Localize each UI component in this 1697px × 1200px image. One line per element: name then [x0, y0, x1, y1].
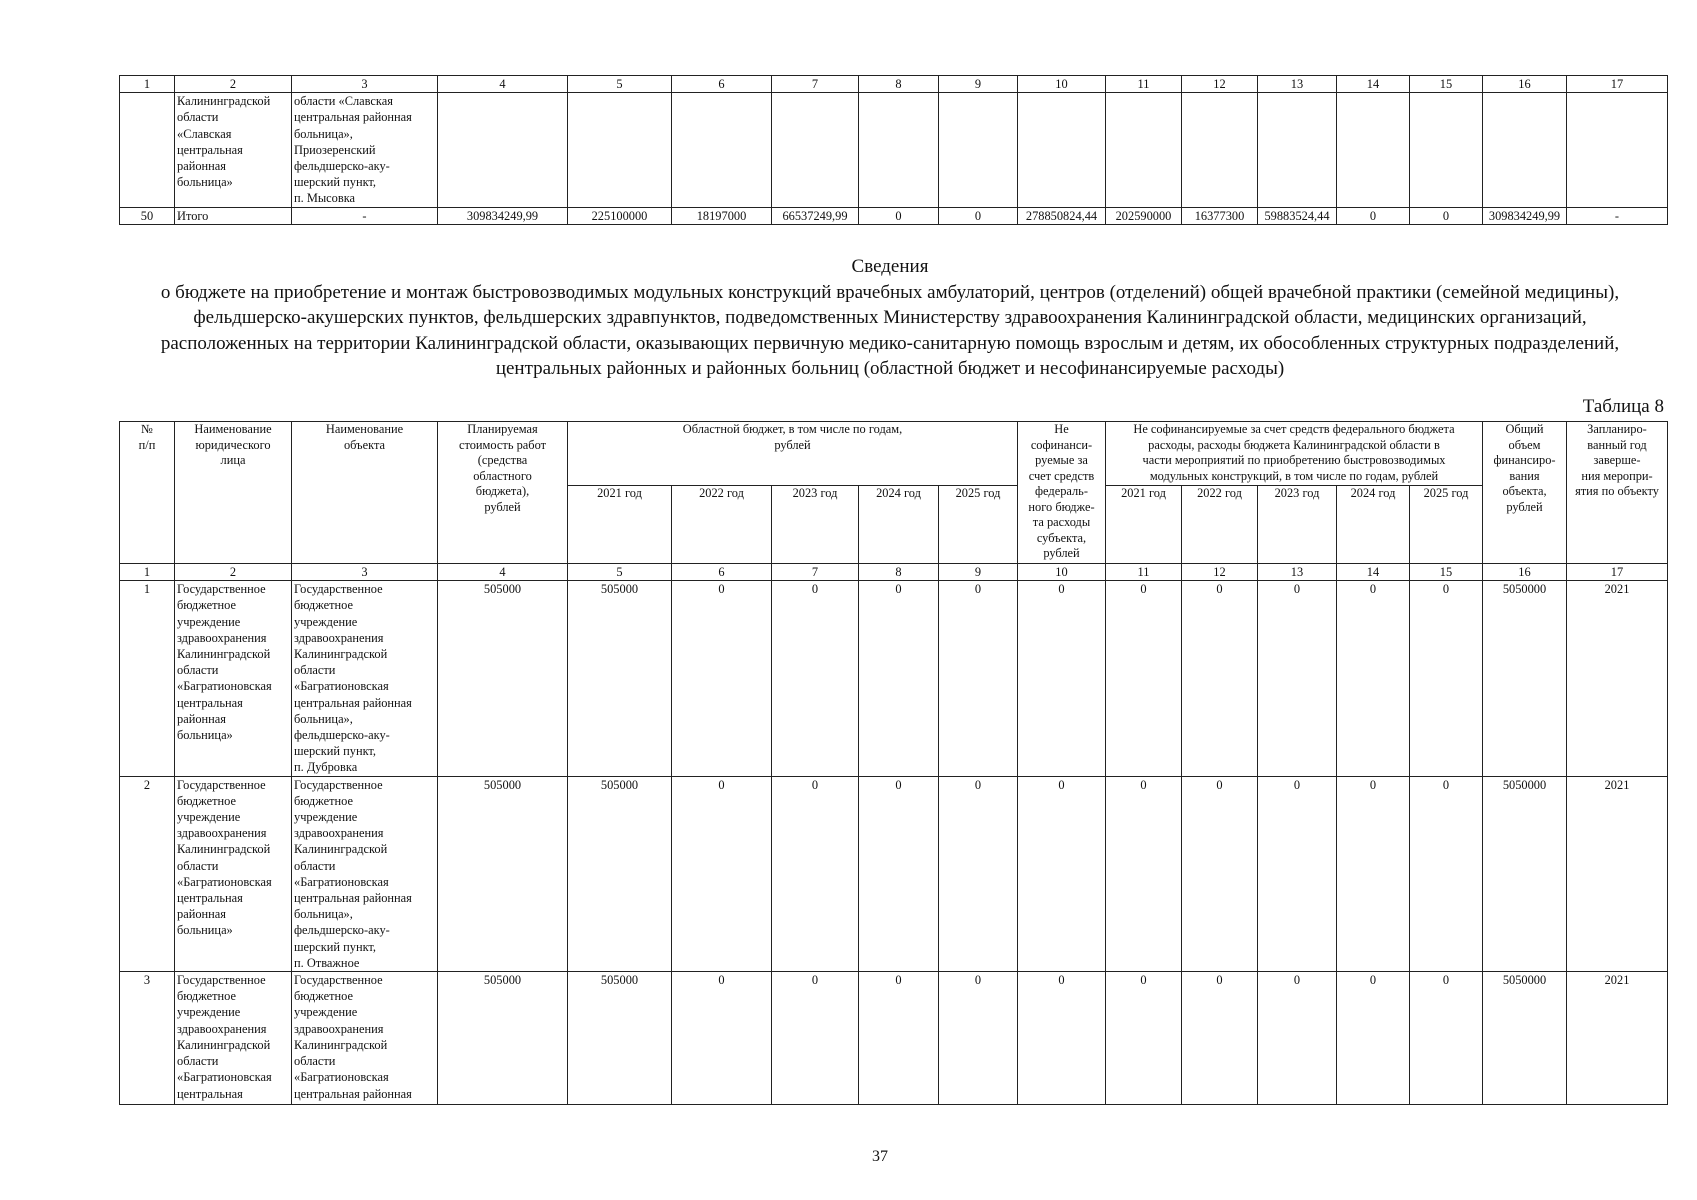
header-year: 2023 год: [772, 486, 859, 564]
row-value: 0: [1106, 581, 1182, 776]
header-not-cofinanced: Не софинанси- руемые за счет средств федераль- ного бюдже- та расходы субъекта, рублей: [1018, 422, 1106, 564]
col-num: 10: [1018, 564, 1106, 581]
row-value: 0: [1018, 972, 1106, 1105]
header-object: Наименование объекта: [292, 422, 438, 564]
col-num: 2: [175, 564, 292, 581]
row-legal-entity: Государственное бюджетное учреждение здравоохранения Калининградской области «Багратионовская центральная районная больница»: [175, 776, 292, 971]
col-num: 8: [859, 76, 939, 93]
row-value: 0: [1106, 776, 1182, 971]
empty-cell: [1337, 93, 1410, 207]
row-legal-entity: Государственное бюджетное учреждение здравоохранения Калининградской области «Багратионовская центральная районная больница»: [175, 581, 292, 776]
table-row: [120, 581, 1668, 776]
col-num: 12: [1182, 564, 1258, 581]
col-num: 5: [568, 564, 672, 581]
col-num: 10: [1018, 76, 1106, 93]
row-value: 0: [1182, 972, 1258, 1105]
header-planned-year: Запланиро- ванный год заверше- ния меропри- ятия по объекту: [1567, 422, 1668, 564]
cell-object-name: области «Славская центральная районная больница», Приозеренский фельдшерско-аку- шерский пункт, п. Мысовка: [292, 93, 438, 207]
empty-cell: [1258, 93, 1337, 207]
row-value: 0: [859, 776, 939, 971]
total-cell: 202590000: [1106, 207, 1182, 224]
col-num: 3: [292, 76, 438, 93]
row-object-name: Государственное бюджетное учреждение здравоохранения Калининградской области «Багратионовская центральная районная больница», фельдшерско-аку- шерский пункт, п. Дубровка: [292, 581, 438, 776]
empty-cell: [1483, 93, 1567, 207]
col-num: 6: [672, 76, 772, 93]
empty-cell: [568, 93, 672, 207]
row-value: 505000: [568, 581, 672, 776]
heading-line: центральных районных и районных больниц (областной бюджет и несофинансируемые расходы): [495, 358, 1285, 379]
cell-legal-entity: Калининградской области «Славская центральная районная больница»: [175, 93, 292, 207]
row-value: 5050000: [1483, 581, 1567, 776]
header-year: 2025 год: [1410, 486, 1483, 564]
total-cell: 0: [1410, 207, 1483, 224]
col-num: 8: [859, 564, 939, 581]
header-legal-entity: Наименование юридического лица: [175, 422, 292, 564]
col-num: 15: [1410, 76, 1483, 93]
row-value: 0: [859, 581, 939, 776]
table-row: [120, 972, 1668, 1105]
row-number: 1: [120, 581, 175, 776]
row-value: 0: [772, 776, 859, 971]
total-cell: 0: [939, 207, 1018, 224]
col-num: 14: [1337, 564, 1410, 581]
row-value: 0: [672, 581, 772, 776]
col-num: 7: [772, 76, 859, 93]
row-value: 2021: [1567, 581, 1668, 776]
row-value: 505000: [438, 972, 568, 1105]
col-num: 4: [438, 564, 568, 581]
total-cell: 0: [1337, 207, 1410, 224]
col-num: 9: [939, 76, 1018, 93]
row-value: 0: [672, 776, 772, 971]
continued-row: [120, 93, 1668, 207]
col-num: 11: [1106, 564, 1182, 581]
col-num: 15: [1410, 564, 1483, 581]
row-value: 0: [1337, 581, 1410, 776]
col-num: 4: [438, 76, 568, 93]
row-value: 5050000: [1483, 972, 1567, 1105]
col-num: 16: [1483, 564, 1567, 581]
header-year: 2021 год: [568, 486, 672, 564]
col-num: 13: [1258, 76, 1337, 93]
row-value: 505000: [438, 776, 568, 971]
total-cell: 50: [120, 207, 175, 224]
empty-cell: [939, 93, 1018, 207]
budget-table: [119, 421, 1668, 1105]
page-number: 37: [872, 1148, 888, 1165]
col-num: 2: [175, 76, 292, 93]
empty-cell: [772, 93, 859, 207]
row-object-name: Государственное бюджетное учреждение здравоохранения Калининградской области «Багратионовская центральная районная больница», фельдшерско-аку- шерский пункт, п. Отважное: [292, 776, 438, 971]
column-number-row: [120, 564, 1668, 581]
row-value: 0: [1258, 776, 1337, 971]
empty-cell: [1106, 93, 1182, 207]
row-value: 0: [772, 972, 859, 1105]
col-num: 13: [1258, 564, 1337, 581]
col-num: 16: [1483, 76, 1567, 93]
document-heading: [100, 254, 1680, 382]
empty-cell: [1410, 93, 1483, 207]
row-value: 0: [859, 972, 939, 1105]
row-object-name: Государственное бюджетное учреждение здравоохранения Калининградской области «Багратионовская центральная районная: [292, 972, 438, 1105]
row-value: 0: [1258, 972, 1337, 1105]
column-number-row: [120, 76, 1668, 93]
heading-line: фельдшерско-акушерских пунктов, фельдшерских здравпунктов, подведомственных Министерству здравоохранения Калининградской области, медицинских организаций,: [193, 307, 1587, 328]
row-value: 0: [1410, 776, 1483, 971]
row-number: 2: [120, 776, 175, 971]
row-value: 0: [1182, 581, 1258, 776]
empty-cell: [1567, 93, 1668, 207]
total-cell: 66537249,99: [772, 207, 859, 224]
total-cell: 18197000: [672, 207, 772, 224]
table-row: [120, 776, 1668, 971]
total-cell: 16377300: [1182, 207, 1258, 224]
header-year: 2022 год: [672, 486, 772, 564]
row-legal-entity: Государственное бюджетное учреждение здравоохранения Калининградской области «Багратионовская центральная: [175, 972, 292, 1105]
row-value: 505000: [568, 972, 672, 1105]
col-num: 3: [292, 564, 438, 581]
row-value: 0: [1018, 581, 1106, 776]
row-value: 2021: [1567, 776, 1668, 971]
empty-cell: [438, 93, 568, 207]
row-value: 0: [939, 972, 1018, 1105]
row-value: 0: [772, 581, 859, 776]
total-cell: 225100000: [568, 207, 672, 224]
total-cell: -: [1567, 207, 1668, 224]
header-planned-cost: Планируемая стоимость работ (средства областного бюджета), рублей: [438, 422, 568, 564]
col-num: 7: [772, 564, 859, 581]
col-num: 17: [1567, 564, 1668, 581]
row-value: 0: [1106, 972, 1182, 1105]
row-value: 0: [1018, 776, 1106, 971]
col-num: 14: [1337, 76, 1410, 93]
col-num: 12: [1182, 76, 1258, 93]
row-value: 505000: [438, 581, 568, 776]
cell-num: [120, 93, 175, 207]
header-year: 2024 год: [1337, 486, 1410, 564]
row-value: 5050000: [1483, 776, 1567, 971]
heading-line: расположенных на территории Калининградской области, оказывающих первичную медико-санитарную помощь взрослым и детям, их обособленных структурных подразделений,: [160, 332, 1620, 354]
row-value: 0: [1337, 972, 1410, 1105]
heading-line: о бюджете на приобретение и монтаж быстровозводимых модульных конструкций врачебных амбулаторий, центров (отделений) общей врачебной практики (семейной медицины),: [160, 281, 1620, 303]
header-year: 2022 год: [1182, 486, 1258, 564]
row-number: 3: [120, 972, 175, 1105]
total-cell: 59883524,44: [1258, 207, 1337, 224]
row-value: 505000: [568, 776, 672, 971]
header-row: [120, 422, 1668, 486]
empty-cell: [859, 93, 939, 207]
continuation-table: [119, 75, 1668, 225]
header-regional-budget: Областной бюджет, в том числе по годам, рублей: [568, 422, 1018, 486]
header-not-cofinanced-group: Не софинансируемые за счет средств федерального бюджета расходы, расходы бюджета Калининградской области в части мероприятий по приобретению быстровозводимых модульных конструкций, в том числе по годам, рублей: [1106, 422, 1483, 486]
col-num: 1: [120, 564, 175, 581]
total-cell: 0: [859, 207, 939, 224]
row-value: 0: [1182, 776, 1258, 971]
empty-cell: [1018, 93, 1106, 207]
row-value: 0: [939, 776, 1018, 971]
row-value: 0: [1258, 581, 1337, 776]
table-label: Таблица 8: [1582, 396, 1664, 417]
col-num: 6: [672, 564, 772, 581]
header-year: 2021 год: [1106, 486, 1182, 564]
header-num: № п/п: [120, 422, 175, 564]
heading-line: Сведения: [851, 256, 929, 277]
total-cell: -: [292, 207, 438, 224]
total-cell: 278850824,44: [1018, 207, 1106, 224]
col-num: 11: [1106, 76, 1182, 93]
total-label: Итого: [175, 207, 292, 224]
header-total-financing: Общий объем финансиро- вания объекта, рублей: [1483, 422, 1567, 564]
col-num: 5: [568, 76, 672, 93]
row-value: 0: [672, 972, 772, 1105]
header-year: 2024 год: [859, 486, 939, 564]
col-num: 9: [939, 564, 1018, 581]
header-year: 2023 год: [1258, 486, 1337, 564]
row-value: 0: [939, 581, 1018, 776]
header-year: 2025 год: [939, 486, 1018, 564]
total-cell: 309834249,99: [438, 207, 568, 224]
row-value: 0: [1410, 972, 1483, 1105]
col-num: 1: [120, 76, 175, 93]
col-num: 17: [1567, 76, 1668, 93]
total-row: [120, 207, 1668, 224]
empty-cell: [672, 93, 772, 207]
row-value: 0: [1410, 581, 1483, 776]
row-value: 0: [1337, 776, 1410, 971]
empty-cell: [1182, 93, 1258, 207]
row-value: 2021: [1567, 972, 1668, 1105]
total-cell: 309834249,99: [1483, 207, 1567, 224]
